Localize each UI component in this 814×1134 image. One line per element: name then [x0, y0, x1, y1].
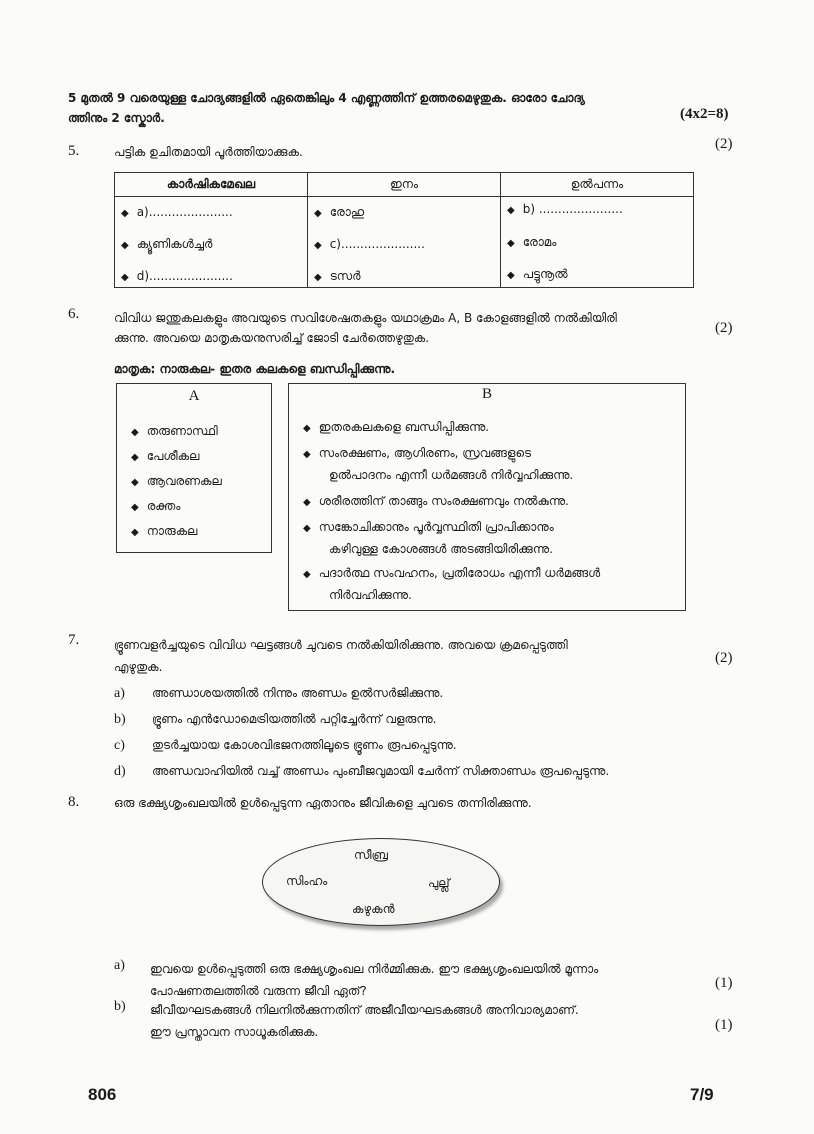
q6-line-1: വിവിധ ജന്തുകലകളും അവയുടെ സവിശേഷതകളും യഥാക്രമം A, B കോളങ്ങളിൽ നൽകിയിരി: [114, 311, 617, 325]
q5-col-1-cells: [115, 197, 308, 288]
q6-col-b-item: ◆ സംരക്ഷണം, ആഗിരണം, സ്രവങ്ങളുടെ: [303, 446, 531, 461]
q6-col-b-item-cont: നിർവഹിക്കുന്നു.: [329, 588, 412, 602]
q6-number: 6.: [68, 306, 80, 322]
organism-grass: പുല്ല്: [428, 876, 450, 890]
q5-col-header: ഇനം: [308, 173, 501, 197]
q7-option-label: b): [114, 712, 126, 727]
q6-col-a-item: ◆ ആവരണകല: [131, 474, 222, 489]
q5-cell: ◆ ക്യൂണികൾച്ചർ: [121, 237, 212, 252]
q7-text: [114, 634, 568, 678]
q6-text: [114, 308, 617, 348]
q8a-line-1: ഇവയെ ഉൾപ്പെടുത്തി ഒരു ഭക്ഷ്യശൃംഖല നിർമ്മിക്കുക. ഈ ഭക്ഷ്യശൃംഖലയിൽ മൂന്നാം: [150, 962, 599, 976]
q8a-label: a): [114, 958, 125, 973]
q7-option-label: d): [114, 764, 126, 779]
q7-option-text: അണ്ഡാശയത്തിൽ നിന്നും അണ്ഡം ഉൽസർജിക്കുന്നു.: [152, 686, 444, 700]
page-number: 7/9: [690, 1085, 714, 1104]
q6-col-b-item: ◆ ഇതരകലകളെ ബന്ധിപ്പിക്കുന്നു.: [303, 420, 489, 435]
q5-col-3-cells: [501, 197, 694, 288]
q6-col-b-item-cont: ഉൽപാദനം എന്നീ ധർമങ്ങൾ നിർവ്വഹിക്കുന്നു.: [329, 468, 574, 482]
q6-marks: (2): [715, 320, 733, 336]
q6-col-a-item: ◆ രക്തം: [131, 499, 180, 514]
q8-text: ഒരു ഭക്ഷ്യശൃംഖലയിൽ ഉൾപ്പെടുന്ന ഏതാനും ജീവികളെ ചുവടെ തന്നിരിക്കുന്നു.: [114, 796, 532, 810]
q6-col-b-item-cont: കഴിവുള്ള കോശങ്ങൾ അടങ്ങിയിരിക്കുന്നു.: [329, 542, 553, 556]
q6-column-a-title: A: [188, 388, 200, 404]
q6-column-b: [288, 383, 686, 611]
organism-zebra: സീബ്ര: [354, 848, 388, 862]
organism-eagle: കഴുകൻ: [352, 902, 395, 916]
q7-line-2: എഴുതുക.: [114, 660, 163, 674]
q7-option-text: തുടർച്ചയായ കോശവിഭജനത്തിലൂടെ ഭ്രൂണം രൂപപ്പെടുന്നു.: [152, 738, 457, 752]
q7-marks: (2): [715, 650, 733, 666]
organism-lion: സിംഹം: [286, 874, 328, 888]
q5-cell: ◆ c)......................: [314, 237, 425, 251]
q6-column-a: [116, 383, 272, 553]
q8a-line-2: പോഷണതലത്തിൽ വരുന്ന ജീവി ഏത്?: [150, 984, 367, 998]
q6-col-b-item: ◆ പദാർത്ഥ സംവഹനം, പ്രതിരോധം എന്നീ ധർമങ്ങൾ: [303, 566, 600, 581]
section-instruction: [68, 88, 748, 128]
q8b-line-1: ജീവീയഘടകങ്ങൾ നിലനിൽക്കുന്നതിന് അജീവീയഘടകങ്ങൾ അനിവാര്യമാണ്.: [150, 1003, 579, 1017]
q6-column-b-title: B: [481, 386, 492, 402]
q8b-text: [150, 999, 579, 1043]
q5-number: 5.: [68, 143, 80, 159]
instruction-line-1: 5 മുതൽ 9 വരെയുള്ള ചോദ്യങ്ങളിൽ ഏതെങ്കിലും 4 എണ്ണത്തിന് ഉത്തരമെഴുതുക. ഓരോ ചോദ്യ: [68, 91, 585, 105]
q5-col-2-cells: [308, 197, 501, 288]
q5-cell: ◆ രോമം: [507, 235, 556, 250]
q8a-text: [150, 958, 598, 1002]
q5-col-header: ഉൽപന്നം: [501, 173, 694, 197]
q6-col-a-item: ◆ നാരുകല: [131, 524, 197, 539]
q7-option-label: a): [114, 686, 125, 701]
q7-option-label: c): [114, 738, 125, 753]
section-score: (4x2=8): [680, 106, 729, 122]
q7-option-text: അണ്ഡവാഹിയിൽ വച്ച് അണ്ഡം പുംബീജവുമായി ചേർന്ന് സിക്താണ്ഡം രൂപപ്പെടുന്നു.: [152, 764, 610, 778]
q5-cell: ◆ b) ......................: [507, 202, 623, 216]
q6-col-b-item: ◆ സങ്കോചിക്കാനും പൂർവ്വസ്ഥിതി പ്രാപിക്കാനും: [303, 520, 554, 535]
q6-col-b-item: ◆ ശരീരത്തിന് താങ്ങും സംരക്ഷണവും നൽകുന്നു.: [303, 494, 569, 509]
q5-cell: ◆ ടസർ: [314, 269, 361, 284]
q5-text: പട്ടിക ഉചിതമായി പൂർത്തിയാക്കുക.: [114, 145, 303, 159]
q8a-marks: (1): [715, 975, 733, 991]
q8b-marks: (1): [715, 1017, 733, 1033]
q6-col-a-item: ◆ പേശീകല: [131, 449, 199, 464]
q7-number: 7.: [68, 632, 80, 648]
q8b-line-2: ഈ പ്രസ്താവന സാധൂകരിക്കുക.: [150, 1025, 319, 1039]
q5-table: [114, 172, 694, 288]
instruction-line-2: ത്തിനും 2 സ്കോർ.: [68, 111, 165, 125]
paper-code: 806: [88, 1085, 117, 1104]
q5-marks: (2): [715, 136, 733, 152]
q7-line-1: ഭ്രൂണവളർച്ചയുടെ വിവിധ ഘട്ടങ്ങൾ ചുവടെ നൽകിയിരിക്കുന്നു. അവയെ ക്രമപ്പെടുത്തി: [114, 638, 568, 652]
q5-cell: ◆ രോഹു: [314, 205, 364, 220]
q8-number: 8.: [68, 794, 80, 810]
q6-example: മാതൃക: നാരുകല- ഇതര കലകളെ ബന്ധിപ്പിക്കുന്നു.: [114, 362, 396, 376]
q8b-label: b): [114, 999, 126, 1014]
q5-cell: ◆ a)......................: [121, 205, 233, 219]
q6-line-2: ക്കുന്നു. അവയെ മാതൃകയനുസരിച്ച് ജോടി ചേർത്തെഴുതുക.: [114, 331, 430, 345]
q6-col-a-item: ◆ തരുണാസ്ഥി: [131, 424, 218, 439]
q5-cell: ◆ പട്ടുനൂൽ: [507, 267, 568, 282]
q5-col-header: കാർഷികമേഖല: [115, 173, 308, 197]
q5-cell: ◆ d)......................: [121, 269, 233, 283]
q7-option-text: ഭ്രൂണം എൻഡോമെട്രിയത്തിൽ പറ്റിച്ചേർന്ന് വളരുന്നു.: [152, 712, 437, 726]
